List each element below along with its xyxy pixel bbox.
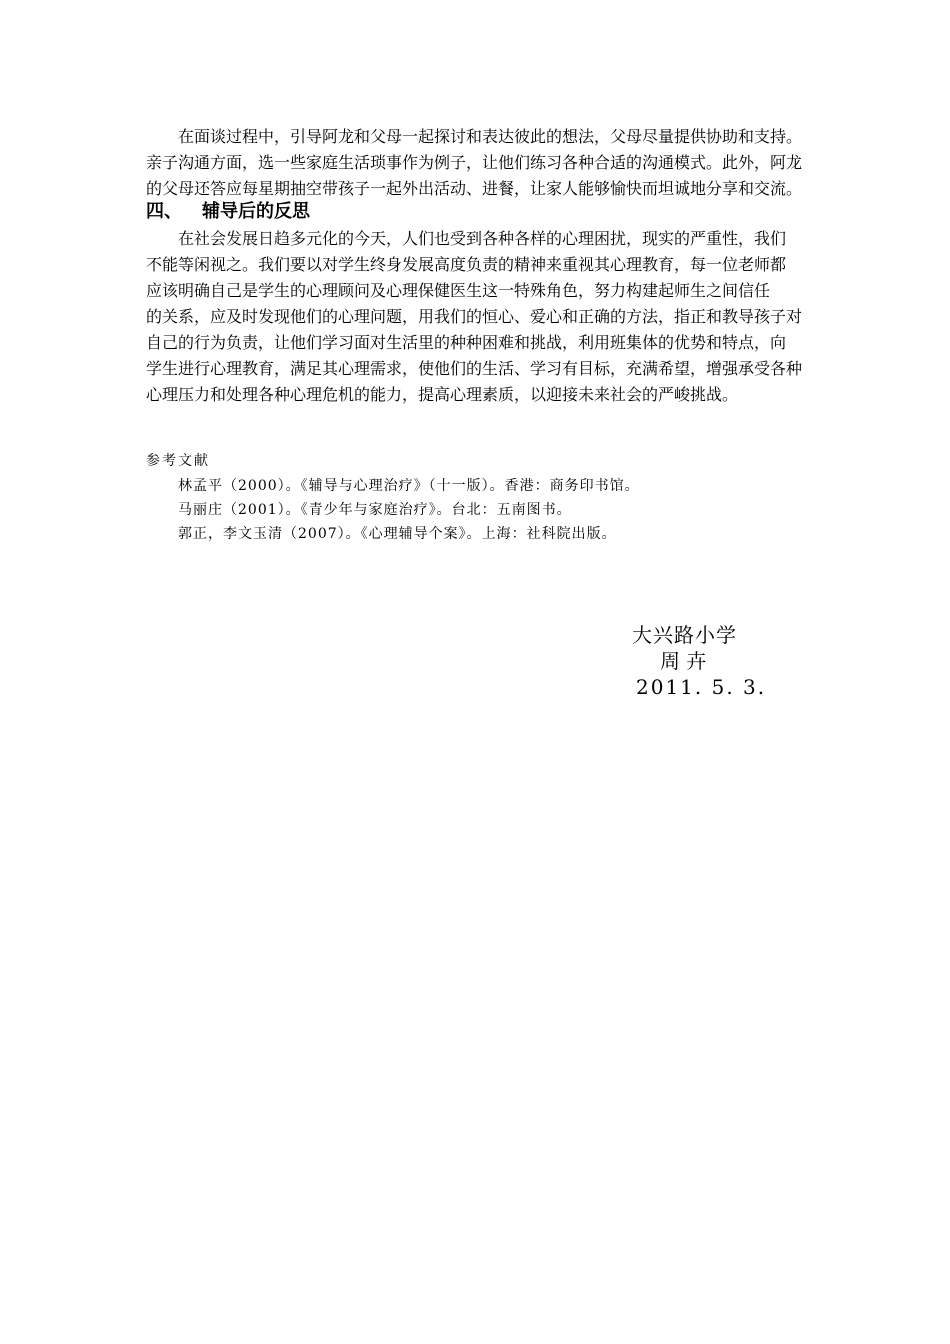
signature-date: 2011. 5. 3. xyxy=(636,675,767,699)
paragraph-line: 的关系，应及时发现他们的心理问题，用我们的恒心、爱心和正确的方法，指正和教导孩子对 xyxy=(146,307,803,326)
paragraph-line: 不能等闲视之。我们要以对学生终身发展高度负责的精神来重视其心理教育，每一位老师都 xyxy=(146,255,787,274)
section-title: 辅导后的反思 xyxy=(202,201,310,222)
signature-school: 大兴路小学 xyxy=(632,623,737,647)
reference-item: 林孟平（2000）。《辅导与心理治疗》（十一版）。香港：商务印书馆。 xyxy=(178,478,640,494)
interview-paragraph xyxy=(146,124,822,202)
section-heading xyxy=(146,200,310,224)
paragraph-line: 亲子沟通方面，选一些家庭生活琐事作为例子，让他们练习各种合适的沟通模式。此外，阿龙 xyxy=(146,153,803,172)
paragraph-line: 在面谈过程中，引导阿龙和父母一起探讨和表达彼此的想法，父母尽量提供协助和支持。 xyxy=(178,127,803,146)
paragraph-line: 应该明确自己是学生的心理顾问及心理保健医生这一特殊角色，努力构建起师生之间信任 xyxy=(146,281,771,300)
paragraph-line: 的父母还答应每星期抽空带孩子一起外出活动、进餐，让家人能够愉快而坦诚地分享和交流。 xyxy=(146,179,803,198)
references-title: 参考文献 xyxy=(146,453,210,469)
paragraph-line: 自己的行为负责，让他们学习面对生活里的种种困难和挑战，利用班集体的优势和特点，向 xyxy=(146,333,787,352)
paragraph-line: 学生进行心理教育，满足其心理需求，使他们的生活、学习有目标，充满希望，增强承受各种 xyxy=(146,359,803,378)
paragraph-line: 心理压力和处理各种心理危机的能力，提高心理素质，以迎接未来社会的严峻挑战。 xyxy=(146,385,739,404)
signature-name: 周 卉 xyxy=(660,649,707,673)
section-number: 四、 xyxy=(146,201,182,222)
reference-item: 马丽庄（2001）。《青少年与家庭治疗》。台北：五南图书。 xyxy=(178,502,572,518)
reference-item: 郭正，李文玉清（2007）。《心理辅导个案》。上海：社科院出版。 xyxy=(178,526,617,542)
reflection-paragraph xyxy=(146,226,822,408)
paragraph-line: 在社会发展日趋多元化的今天，人们也受到各种各样的心理困扰，现实的严重性，我们 xyxy=(178,229,787,248)
